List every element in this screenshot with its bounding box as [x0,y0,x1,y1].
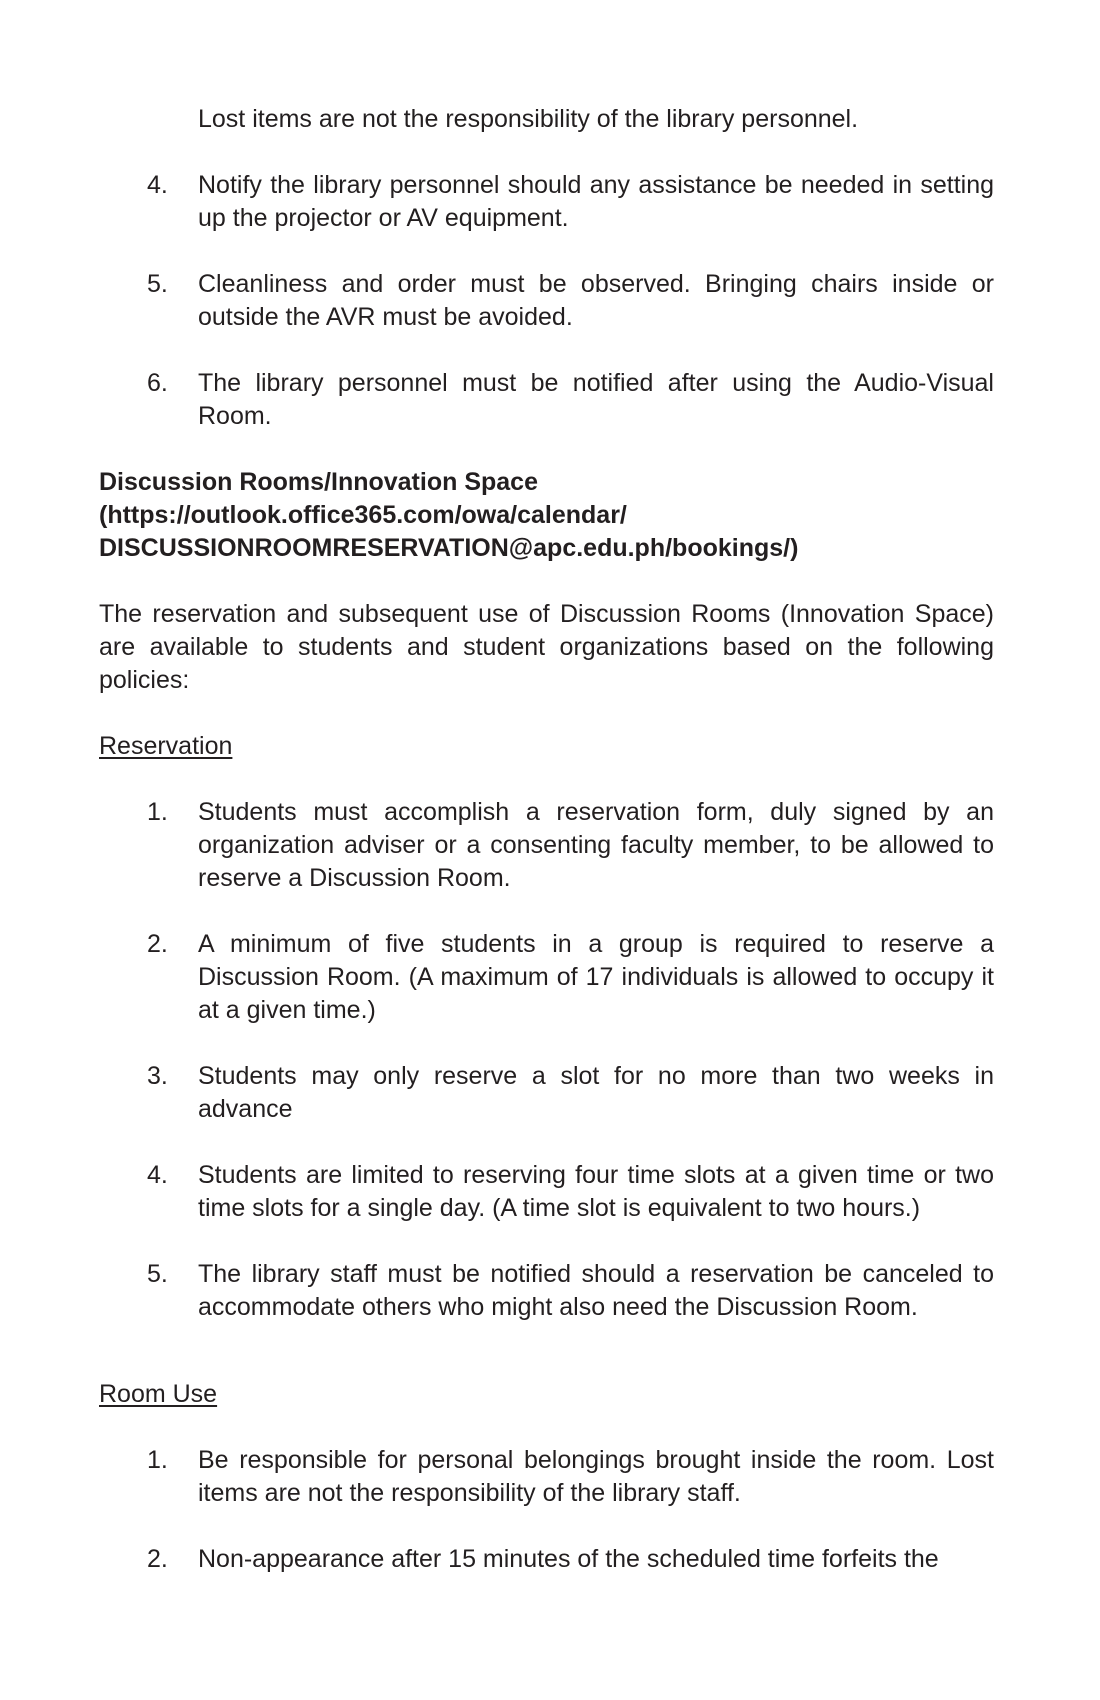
section-heading-title: Discussion Rooms/Innovation Space [99,468,538,496]
list-text: Students must accomplish a reservation form, duly signed by an organization adviser or a consenting faculty member, to be allowed to reserve a Discussion Room. [198,798,994,892]
subsection-title-reservation: Reservation [99,732,233,760]
list-text: Notify the library personnel should any assistance be needed in setting up the projector or AV equipment. [198,171,994,232]
list-item [99,928,994,1027]
list-number: 3. [147,1062,168,1090]
list-item [99,169,994,235]
list-text: Students may only reserve a slot for no more than two weeks in advance [198,1062,994,1123]
list-number: 4. [147,1161,168,1189]
list-item [99,796,994,895]
list-text: Be responsible for personal belongings brought inside the room. Lost items are not the responsibility of the library staff. [198,1446,994,1507]
section-heading [99,466,994,565]
list-number: 5. [147,1260,168,1288]
list-item [99,1444,994,1510]
list-number: 1. [147,798,168,826]
section-heading-url-line1: (https://outlook.office365.com/owa/calendar/ [99,501,627,529]
list-number: 5. [147,270,168,298]
list-number: 1. [147,1446,168,1474]
document-page [99,103,994,1576]
list-number: 2. [147,1545,168,1573]
list-item [99,268,994,334]
section-heading-url-line2: DISCUSSIONROOMRESERVATION@apc.edu.ph/bookings/) [99,534,799,562]
subsection-title-room-use: Room Use [99,1380,218,1408]
list-text: Students are limited to reserving four time slots at a given time or two time slots for a single day. (A time slot is equivalent to two hours.) [198,1161,994,1222]
list-text: The library personnel must be notified after using the Audio-Visual Room. [198,369,994,430]
list-item [99,1060,994,1126]
list-number: 2. [147,930,168,958]
list-text: Cleanliness and order must be observed. Bringing chairs inside or outside the AVR must be avoided. [198,270,994,331]
list-item [99,367,994,433]
list-number: 6. [147,369,168,397]
continued-text: Lost items are not the responsibility of the library personnel. [198,105,859,133]
list-text: The library staff must be notified should a reservation be canceled to accommodate others who might also need the Discussion Room. [198,1260,994,1321]
list-number: 4. [147,171,168,199]
list-item [99,1543,994,1576]
list-item [99,1258,994,1324]
list-text: A minimum of five students in a group is required to reserve a Discussion Room. (A maximum of 17 individuals is allowed to occupy it at a given time.) [198,930,994,1024]
intro-paragraph: The reservation and subsequent use of Discussion Rooms (Innovation Space) are available to students and student organizations based on the following policies: [99,600,994,694]
list-text: Non-appearance after 15 minutes of the scheduled time forfeits the [198,1545,939,1573]
list-item [99,1159,994,1225]
